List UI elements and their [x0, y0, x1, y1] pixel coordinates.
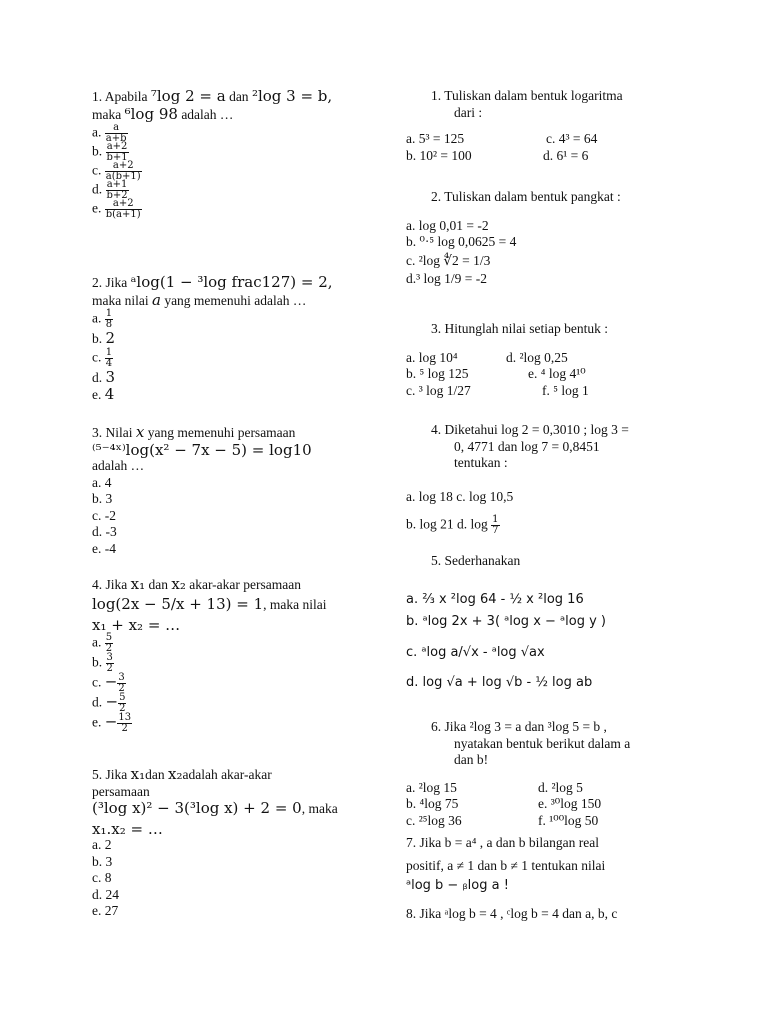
option-item: c. -2: [92, 507, 116, 523]
question-4: [92, 576, 392, 734]
s3-cell: b. ⁵ log 125: [406, 366, 469, 381]
question-5: [92, 766, 392, 920]
s1-row1-a: a. 5³ = 125: [406, 131, 465, 146]
q5-tail: , maka: [301, 801, 338, 816]
q4-expr: log(2x − 5/x + 13) = 1: [92, 594, 264, 613]
s5-item-c: c. ᵃlog a/√x - ᵃlog √ax: [406, 644, 545, 660]
q2-stem-2: [92, 292, 392, 310]
s6-title-c: dan b!: [454, 752, 489, 767]
s4-title-a: 4. Diketahui log 2 = 0,3010 ; log 3 =: [431, 422, 629, 437]
option-item: [92, 673, 392, 694]
fraction-denominator: a(b+1): [105, 171, 141, 182]
q1-line2: maka: [92, 106, 122, 122]
option-label: a.: [92, 124, 102, 140]
fraction-numerator: a+2: [112, 160, 134, 171]
option-item: [92, 161, 392, 182]
option-item: [92, 713, 392, 734]
option-label: a.: [92, 634, 102, 650]
q5-x1: x₁: [130, 765, 146, 783]
q2-intro: 2. Jika: [92, 275, 128, 290]
q4-sum: x₁ + x₂ = …: [92, 616, 181, 634]
s6-title-b: nyatakan bentuk berikut dalam a: [454, 735, 631, 751]
option-label: b.: [92, 654, 103, 670]
fraction-numerator: 1: [105, 308, 113, 319]
s6-cell: c. ²⁵log 36: [406, 812, 462, 828]
s3-cell: d. ²log 0,25: [506, 349, 568, 365]
s3-cell: a. log 10⁴: [406, 349, 458, 365]
q1-stem: [92, 88, 392, 106]
s4-item-2: [406, 515, 706, 536]
q2-line2-a: maka nilai: [92, 292, 149, 308]
q5-prod: x₁.x₂ = …: [92, 819, 163, 838]
s6-rows: [406, 780, 706, 830]
q5-dan: dan: [145, 767, 165, 782]
q2-line2-b: yang memenuhi adalah …: [164, 292, 307, 308]
fraction-denominator: 2: [117, 723, 132, 734]
s3-cell: f. ⁵ log 1: [542, 382, 589, 398]
q4-stem: [92, 576, 392, 594]
section-7: [406, 835, 706, 895]
q1-options: [92, 123, 392, 220]
option-item: a. 4: [92, 474, 112, 490]
fraction-denominator: 2: [105, 642, 113, 654]
q4-dan: dan: [148, 577, 168, 592]
fraction-denominator: 2: [119, 702, 126, 714]
option-fraction: [117, 673, 125, 694]
option-fraction: [105, 633, 113, 654]
q3-intro-b: yang memenuhi persamaan: [147, 425, 296, 440]
q5-intro: 5. Jika: [92, 767, 128, 782]
option-label: d.: [92, 694, 103, 710]
q5-expr: (³log x)² − 3(³log x) + 2 = 0: [92, 799, 302, 817]
s4-title-c: tentukan :: [454, 455, 508, 470]
option-item: [92, 180, 392, 201]
q4-options: [92, 633, 392, 734]
option-fraction: [105, 309, 113, 330]
q1-expr-b: ²log 3 = b,: [251, 87, 333, 105]
s7-line-2: positif, a ≠ 1 dan b ≠ 1 tentukan nilai: [406, 857, 606, 873]
s6-row-2: [406, 796, 706, 813]
option-label: e.: [92, 714, 102, 730]
q4-x1: x₁: [130, 575, 146, 593]
option-item: d. -3: [92, 524, 117, 539]
option-item: [92, 123, 392, 144]
q3-var: x: [135, 423, 145, 441]
s2-item-b: b. ⁰·⁵ log 0,0625 = 4: [406, 234, 517, 249]
q2-var: a: [151, 290, 161, 309]
q5-stem-3: [92, 800, 392, 818]
s3-rows: [406, 350, 706, 400]
s2-title: 2. Tuliskan dalam bentuk pangkat :: [431, 189, 621, 204]
option-fraction: [118, 693, 126, 714]
s6-cell: a. ²log 15: [406, 779, 457, 795]
s2-items: [406, 218, 706, 288]
option-item: [92, 199, 392, 220]
fraction-numerator: a: [113, 122, 120, 133]
s4-item-2-text: b. log 21 d. log: [406, 516, 488, 532]
option-item: [92, 653, 392, 674]
s4-item-1: a. log 18 c. log 10,5: [406, 488, 514, 504]
fraction-denominator: 8: [105, 319, 113, 330]
section-8: [406, 906, 706, 923]
fraction-numerator: 1: [105, 346, 113, 358]
s5-item-d: d. log √a + log √b - ½ log ab: [406, 675, 593, 690]
q4-intro: 4. Jika: [92, 577, 128, 592]
s3-cell: e. ⁴ log 4¹⁰: [528, 366, 586, 381]
option-label: d.: [92, 181, 103, 197]
q5-options: [92, 837, 392, 920]
s1-row2-d: d. 6¹ = 6: [543, 147, 589, 163]
option-label: b.: [92, 331, 103, 346]
option-item: b. 3: [92, 491, 113, 506]
q1-expr-c: ⁶log 98: [124, 104, 178, 123]
s6-cell: b. ⁴log 75: [406, 796, 459, 811]
s8-line-1: 8. Jika ᵃlog b = 4 , ᶜlog b = 4 dan a, b, c: [406, 906, 618, 921]
option-sign: −: [104, 672, 118, 691]
section-1: [406, 88, 706, 164]
fraction-denominator: 2: [118, 682, 125, 694]
q4-intro-b: akar-akar persamaan: [189, 577, 301, 592]
option-item: [92, 693, 392, 714]
option-item: b. 3: [92, 853, 113, 869]
s2-item-a: a. log 0,01 = -2: [406, 217, 489, 233]
q4-x2: x₂: [171, 575, 186, 593]
s6-row-1: [406, 780, 706, 797]
s1-title-a: 1. Tuliskan dalam bentuk logaritma: [431, 88, 623, 103]
q3-intro: 3. Nilai: [92, 425, 133, 440]
s1-row-2: [406, 148, 706, 165]
s5-title: 5. Sederhanakan: [431, 553, 521, 568]
option-value: 3: [105, 367, 116, 386]
fraction-numerator: a+2: [112, 198, 134, 209]
s3-row-3: [406, 383, 706, 400]
option-label: c.: [92, 349, 102, 365]
s3-row-2: [406, 366, 706, 383]
q5-intro-b: adalah akar-akar: [182, 767, 272, 782]
section-3: [406, 321, 706, 399]
fraction-denominator: b+1: [106, 152, 128, 163]
option-item: [92, 386, 392, 404]
option-item: [92, 369, 392, 387]
fraction-denominator: 4: [105, 357, 113, 369]
option-item: e. 27: [92, 903, 119, 918]
s6-row-3: [406, 813, 706, 830]
fraction-numerator: 5: [105, 631, 113, 643]
option-fraction: [105, 199, 142, 220]
option-fraction: [105, 348, 113, 369]
fraction-numerator: 3: [106, 651, 113, 663]
s1-row2-b: b. 10² = 100: [406, 147, 472, 163]
option-label: c.: [92, 674, 102, 690]
section-5: [406, 553, 706, 692]
option-label: a.: [92, 310, 102, 326]
s4-frac-num: 1: [492, 514, 499, 525]
q2-stem: [92, 274, 392, 292]
q3-options: [92, 475, 392, 558]
option-item: d. 24: [92, 886, 119, 902]
section-4: [406, 422, 706, 536]
option-item: [92, 309, 392, 330]
option-item: [92, 142, 392, 163]
s7-line-3: ᵃlog b − ᵦlog a !: [406, 878, 509, 893]
q5-stem: [92, 766, 392, 784]
s5-item-a: a. ⅔ x ²log 64 - ½ x ²log 16: [406, 591, 584, 607]
fraction-denominator: b(a+1): [105, 209, 141, 220]
option-item: e. -4: [92, 540, 116, 556]
s3-cell: c. ³ log 1/27: [406, 382, 471, 398]
q1-expr-a: ⁷log 2 = a: [150, 87, 226, 105]
section-6: [406, 719, 706, 829]
fraction-denominator: b+2: [106, 190, 128, 201]
q4-tail: , maka nilai: [263, 596, 327, 612]
fraction-numerator: 5: [119, 691, 126, 703]
option-fraction: [117, 713, 132, 734]
q1-and: dan: [229, 89, 249, 104]
option-sign: −: [104, 712, 118, 731]
fraction-numerator: 3: [118, 671, 125, 683]
option-label: c.: [92, 162, 102, 178]
q3-expr: ⁽⁵⁻⁴ˣ⁾log(x² − 7x − 5) = log10: [92, 440, 312, 459]
option-item: [92, 348, 392, 369]
option-item: [92, 330, 392, 348]
s1-title-b: dari :: [454, 104, 483, 120]
option-label: e.: [92, 200, 102, 216]
fraction-denominator: a+b: [105, 133, 127, 144]
fraction-numerator: a+1: [106, 179, 128, 190]
s4-fraction: [491, 515, 499, 536]
option-label: d.: [92, 369, 103, 385]
q1-intro: 1. Apabila: [92, 89, 148, 104]
q1-stem-2: [92, 106, 392, 124]
question-3: [92, 424, 392, 557]
q4-stem-2: [92, 596, 392, 614]
s4-title-b: 0, 4771 dan log 7 = 0,8451: [454, 438, 600, 454]
q2-options: [92, 309, 392, 404]
fraction-numerator: 13: [118, 711, 132, 723]
q5-line2: persamaan: [92, 783, 150, 799]
option-item: [92, 633, 392, 654]
fraction-numerator: a+2: [106, 141, 128, 152]
option-item: a. 2: [92, 837, 112, 852]
q3-tail: adalah …: [92, 458, 145, 473]
s2-item-c: c. ²log ∜2 = 1/3: [406, 252, 491, 268]
question-2: [92, 274, 392, 404]
option-value: 4: [104, 385, 115, 403]
s2-item-d: d.³ log 1/9 = -2: [406, 271, 488, 286]
s6-cell: d. ²log 5: [538, 779, 583, 795]
option-value: 2: [105, 329, 116, 347]
s3-row-1: [406, 350, 706, 367]
s1-row1-c: c. 4³ = 64: [546, 131, 598, 146]
s7-line-1: 7. Jika b = a⁴ , a dan b bilangan real: [406, 835, 600, 850]
s5-item-b: b. ᵃlog 2x + 3( ᵃlog x − ᵃlog y ): [406, 614, 606, 629]
question-1: [92, 88, 392, 220]
section-2: [406, 189, 706, 288]
fraction-denominator: 2: [106, 662, 113, 674]
q2-expr: ᵃlog(1 − ³log frac127) = 2,: [130, 273, 333, 291]
q5-x2: x₂: [167, 765, 183, 783]
s6-title-a: 6. Jika ²log 3 = a dan ³log 5 = b ,: [431, 719, 607, 734]
s3-title: 3. Hitunglah nilai setiap bentuk :: [431, 321, 608, 336]
option-item: c. 8: [92, 870, 112, 885]
option-label: b.: [92, 143, 103, 159]
s1-row-1: [406, 131, 706, 148]
option-label: e.: [92, 387, 102, 402]
q3-stem: [92, 424, 392, 442]
s6-cell: e. ³⁰log 150: [538, 796, 602, 811]
s4-frac-den: 7: [492, 525, 499, 536]
q1-tail: adalah …: [181, 106, 234, 122]
s6-cell: f. ¹⁰⁰log 50: [538, 812, 599, 828]
option-sign: −: [105, 692, 119, 711]
option-fraction: [106, 653, 114, 674]
